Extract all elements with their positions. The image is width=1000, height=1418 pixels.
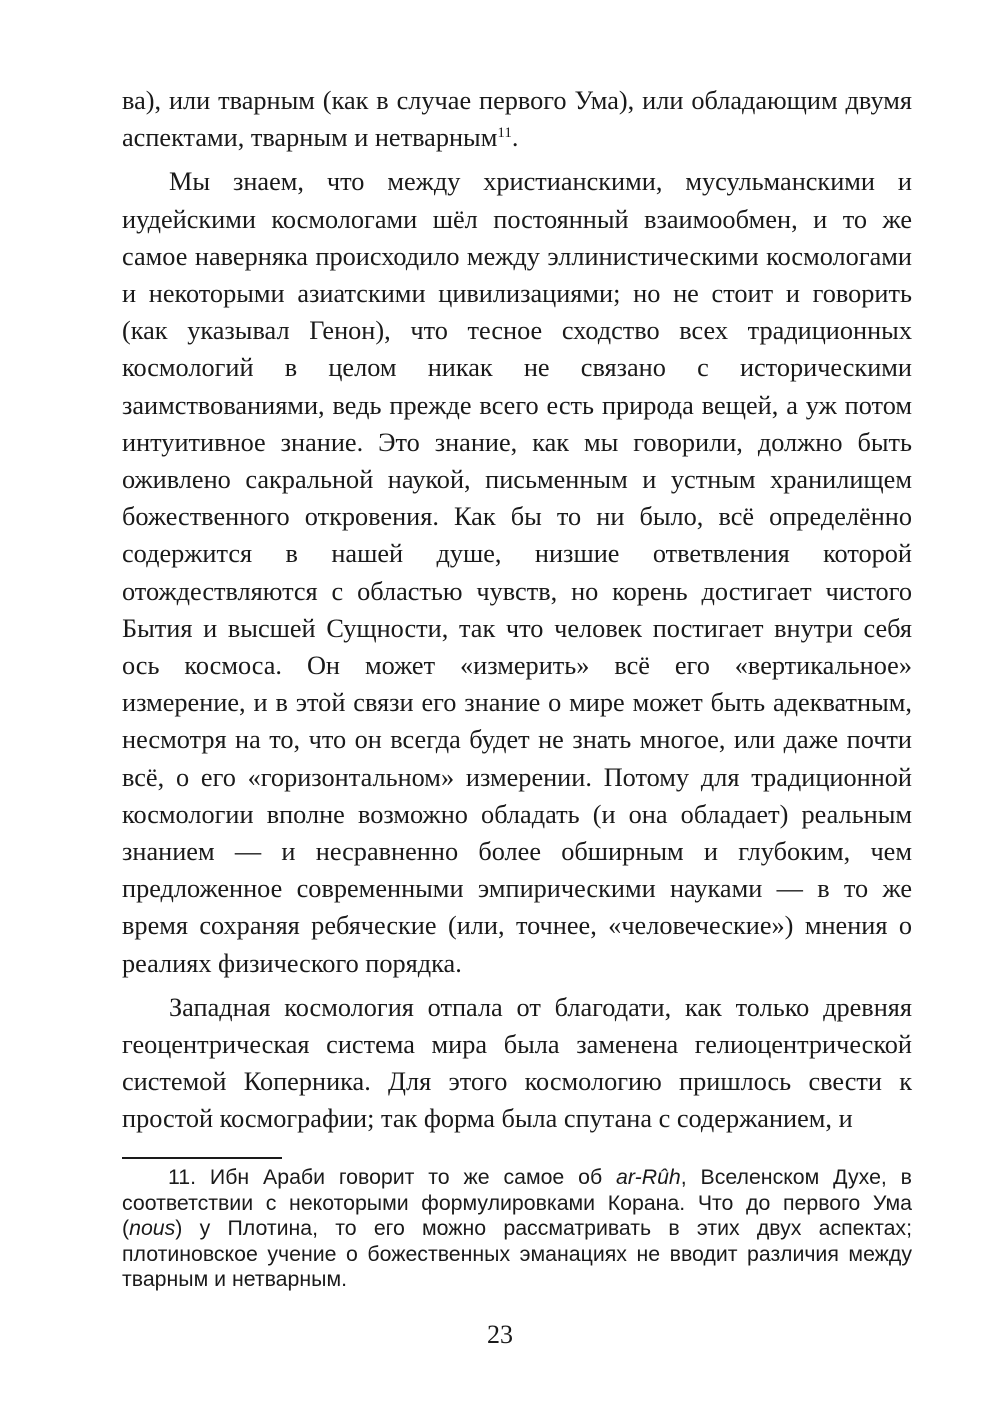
main-text: [122, 82, 912, 1138]
footnote-term-ar-ruh: ar-Rûh: [616, 1165, 681, 1189]
footnote-text-3: ) у Плотина, то его можно рассматривать в этих двух аспектах; плотиновское учение о божественных эманациях не вводит различия между тварным и нетварным.: [122, 1216, 912, 1291]
paragraph-1-end: .: [511, 123, 519, 153]
paragraph-3: Западная космология отпала от благодати, как только древняя геоцентрическая система мира была заменена гелиоцентрической системой Коперника. Для этого космологию пришлось свести к простой космографии; так форма была спутана с содержанием, и: [122, 992, 912, 1134]
footnote-divider: [122, 1157, 282, 1159]
footnote-number: 11.: [168, 1165, 197, 1189]
footnote-text-1: Ибн Араби говорит то же самое об: [196, 1165, 617, 1189]
paragraph-1: [122, 82, 912, 156]
page-body: [122, 82, 912, 1138]
paragraph-2: Мы знаем, что между христианскими, мусульманскими и иудейскими космологами шёл постоянный взаимообмен, и то же самое наверняка происходило между эллинистическими космологами и некоторыми азиатскими цивилизациями; но не стоит и говорить (как указывал Генон), что тесное сходство всех традиционных космологий в целом никак не связано с историческими заимствованиями, ведь прежде всего есть природа вещей, а уж потом интуитивное знание. Это знание, как мы говорили, должно быть оживлено сакральной наукой, письменным и устным хранилищем божественного откровения. Как бы то ни было, всё определённо содержится в нашей душе, низшие ответвления которой отождествляются с областью чувств, но корень достигает чистого Бытия и высшей Сущности, так что человек постигает внутри себя ось космоса. Он может «измерить» всё его «вертикальное» измерение, и в этой связи его знание о мире может быть адекватным, несмотря на то, что он всегда будет не знать многое, или даже почти всё, о его «горизонтальном» измерении. Потому для традиционной космологии вполне возможно обладать (и она обладает) реальным знанием — и несравненно более обширным и глубоким, чем предложенное современными эмпирическими науками — в то же время сохраняя ребяческие (или, точнее, «человеческие») мнения о реалиях физического порядка.: [122, 167, 912, 978]
footnote: [122, 1165, 912, 1293]
footnote-text-2: , Вселенском Духе, в соответствии с некоторыми формулировками Корана. Что до первого Ума (: [122, 1165, 913, 1240]
footnote-term-nous: nous: [129, 1216, 176, 1240]
footnote-reference: 11: [497, 125, 512, 142]
page-number: 23: [487, 1320, 513, 1349]
paragraph-1-text: ва), или тварным (как в случае первого Ума), или обладающим двумя аспектами, тварным и нетварным: [122, 86, 912, 153]
